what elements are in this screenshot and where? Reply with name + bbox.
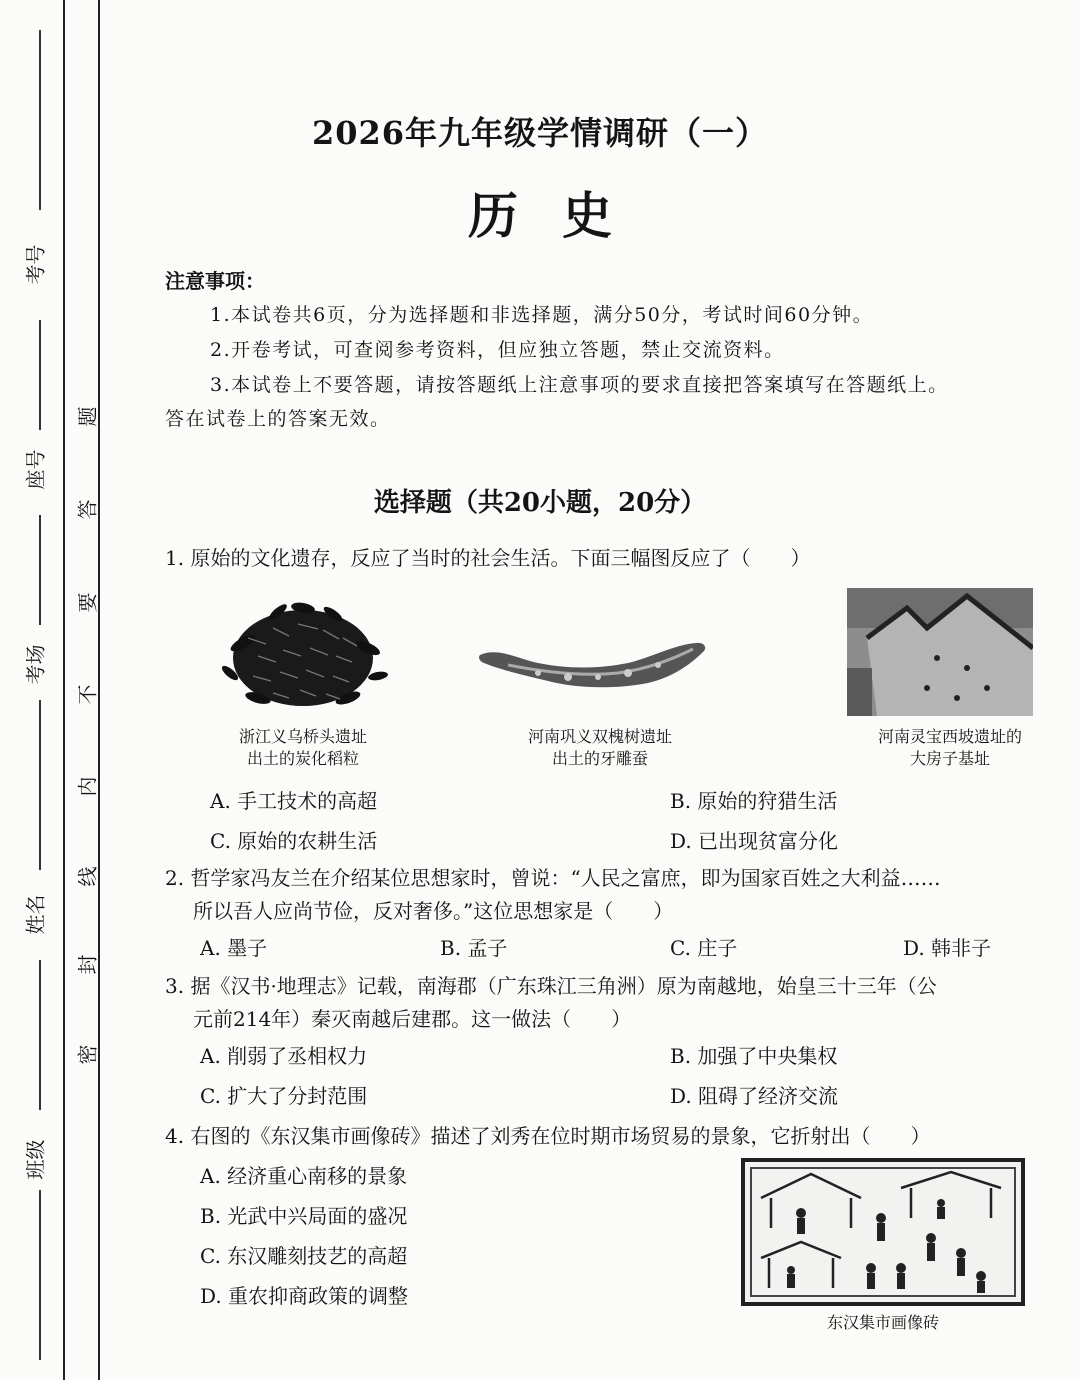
question-1-stem: 1. 原始的文化遗存，反应了当时的社会生活。下面三幅图反应了（ ） [165, 546, 811, 570]
figure-caption [203, 726, 403, 770]
caption-line: 浙江义乌桥头遗址 [238, 727, 367, 746]
question-3-stem: 元前214年）秦灭南越后建郡。这一做法（ ） [193, 1007, 632, 1031]
blank-line [39, 960, 41, 1110]
exam-number-label: 考号 [23, 244, 48, 285]
subject-title: 历史 [468, 186, 656, 245]
caption-line: 出土的牙雕蚕 [551, 749, 648, 768]
seal-char: 题 [75, 406, 100, 427]
exam-room-label: 考场 [23, 644, 48, 685]
carbonized-rice-image [218, 598, 388, 718]
blank-line [39, 1190, 41, 1360]
house-foundation-image [847, 588, 1033, 716]
seal-char: 要 [75, 592, 100, 613]
notice-item: 2.开卷考试，可查阅参考资料，但应独立答题，禁止交流资料。 [210, 339, 785, 361]
figure-caption [850, 726, 1050, 770]
seat-number-label: 座号 [23, 449, 48, 490]
seal-char: 密 [75, 1044, 100, 1065]
blank-line [39, 700, 41, 870]
caption-line: 出土的炭化稻粒 [246, 749, 359, 768]
option: A. 墨子 [200, 936, 268, 960]
seal-char: 不 [75, 684, 100, 705]
option: A. 削弱了丞相权力 [200, 1044, 368, 1068]
caption-line: 河南灵宝西坡遗址的 [877, 727, 1022, 746]
question-3-stem: 3. 据《汉书·地理志》记载，南海郡（广东珠江三角洲）原为南越地，始皇三十三年（公 [165, 974, 937, 998]
option: A. 手工技术的高超 [210, 789, 378, 813]
name-label: 姓名 [23, 894, 48, 935]
option: D. 韩非子 [903, 936, 992, 960]
option: D. 已出现贫富分化 [670, 829, 839, 853]
caption-line: 河南巩义双槐树遗址 [527, 727, 672, 746]
notice-item: 1.本试卷共6页，分为选择题和非选择题，满分50分，考试时间60分钟。 [210, 304, 874, 326]
seal-char: 答 [75, 499, 100, 520]
option: B. 加强了中央集权 [670, 1044, 838, 1068]
section-title: 选择题（共20小题，20分） [373, 488, 707, 518]
figure-caption [490, 726, 710, 770]
option: C. 东汉雕刻技艺的高超 [200, 1244, 408, 1268]
option: B. 光武中兴局面的盛况 [200, 1204, 408, 1228]
option: C. 庄子 [670, 936, 738, 960]
question-2-stem: 所以吾人应尚节俭，反对奢侈。”这位思想家是（ ） [193, 899, 674, 923]
blank-line [39, 320, 41, 430]
option: D. 阻碍了经济交流 [670, 1084, 839, 1108]
option: D. 重农抑商政策的调整 [200, 1284, 409, 1308]
notice-item: 答在试卷上的答案无效。 [165, 408, 391, 430]
seal-char: 封 [75, 954, 100, 975]
figure-caption: 东汉集市画像砖 [826, 1313, 939, 1332]
option: B. 孟子 [440, 936, 508, 960]
class-label: 班级 [23, 1139, 48, 1180]
seal-char: 内 [75, 776, 100, 797]
notice-item: 3.本试卷上不要答题，请按答题纸上注意事项的要求直接把答案填写在答题纸上。 [210, 374, 949, 396]
option: C. 原始的农耕生活 [210, 829, 378, 853]
notice-heading: 注意事项： [165, 269, 265, 293]
option: C. 扩大了分封范围 [200, 1084, 368, 1108]
seal-char: 线 [75, 866, 100, 887]
option: B. 原始的狩猎生活 [670, 789, 838, 813]
question-2-stem: 2. 哲学家冯友兰在介绍某位思想家时，曾说：“人民之富庶，即为国家百姓之大利益…… [165, 866, 941, 890]
blank-line [39, 515, 41, 625]
exam-title: 2026年九年级学情调研（一） [311, 114, 769, 152]
ivory-silkworm-image [478, 633, 708, 693]
market-brick-image [741, 1158, 1025, 1306]
caption-line: 大房子基址 [909, 749, 990, 768]
option: A. 经济重心南移的景象 [200, 1164, 408, 1188]
question-4-stem: 4. 右图的《东汉集市画像砖》描述了刘秀在位时期市场贸易的景象，它折射出（ ） [165, 1124, 931, 1148]
